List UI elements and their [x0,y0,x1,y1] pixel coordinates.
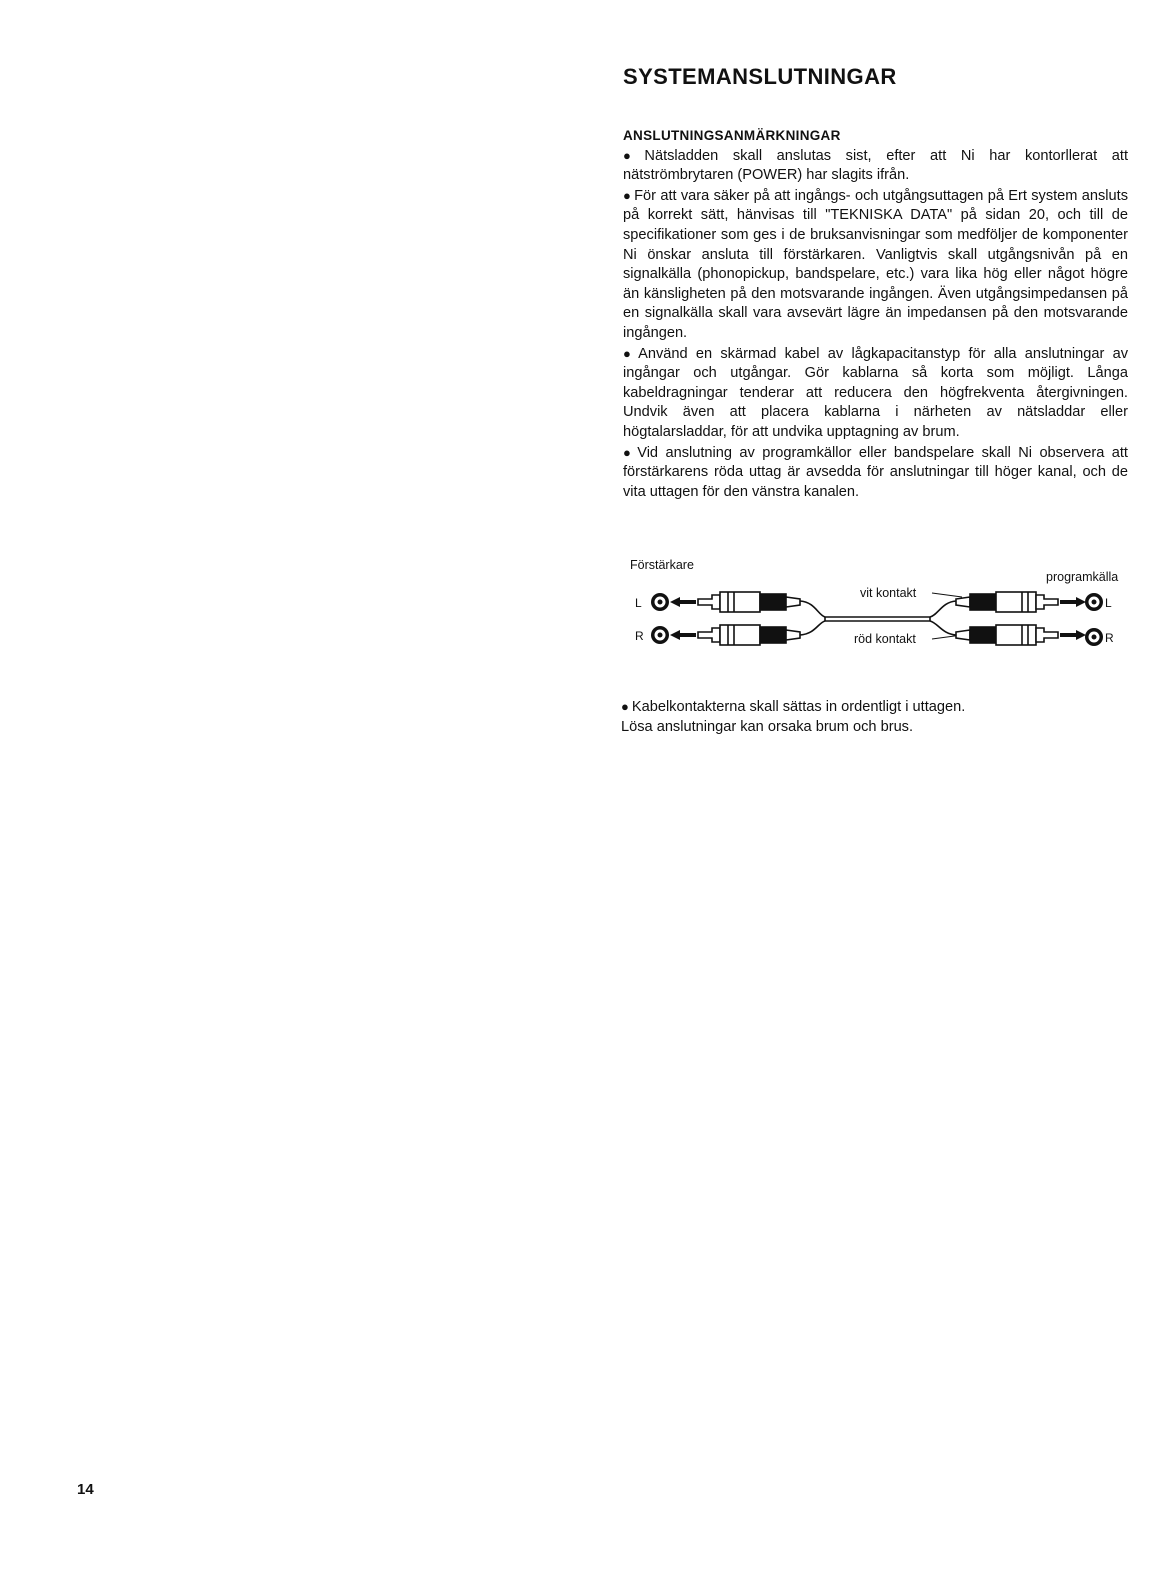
paragraph-cable: ● Använd en skärmad kabel av lågkapacitanstyp för alla anslutningar av ingångar och utgångar. Gör kablarna så korta som möjligt. Långa kabeldragningar tenderar att reducera den högfrekventa återgivningen. Undvik även att placera kablarna i närheten av nätsladdar eller högtalarsladdar, för att undvika upptagning av brum. [623,345,1128,440]
white-plug-leader [932,593,962,597]
source-left-channel-label: L [1105,596,1112,610]
right-channel-label: R [635,629,644,643]
subheading: ANSLUTNINGSANMÄRKNINGAR [623,128,841,143]
page-number: 14 [77,1481,94,1498]
page-title: SYSTEMANSLUTNINGAR [623,64,897,89]
insert-arrow-src-r-icon [1076,630,1086,640]
red-plug-label: röd kontakt [854,632,916,646]
white-plug-label: vit kontakt [860,586,917,600]
left-red-plug-icon [698,625,800,645]
insert-arrow-r-icon [670,630,680,640]
source-socket-l-icon [1085,593,1103,611]
left-channel-label: L [635,596,642,610]
source-socket-r-icon [1085,628,1103,646]
right-red-plug-icon [956,625,1058,645]
arrow-shaft-l [680,600,696,604]
note-line-1: ● Kabelkontakterna skall sättas in ordentligt i uttagen. [621,699,966,715]
bullet-icon: ● [621,699,629,714]
insert-arrow-l-icon [670,597,680,607]
bullet-icon: ● [623,444,635,460]
bullet-icon: ● [623,345,636,361]
left-white-plug-icon [698,592,800,612]
amp-socket-r-icon [651,626,669,644]
rca-cable-illustration [620,555,1140,660]
right-white-plug-icon [956,592,1058,612]
insert-arrow-src-l-icon [1076,597,1086,607]
arrow-shaft-r [680,633,696,637]
paragraph-specs: ● För att vara säker på att ingångs- och utgångsuttagen på Ert system ansluts på korrekt sätt, hänvisas till "TEKNISKA DATA" på sidan 20, och till de specifikationer som ges i de bruksanvisningar som medföljer de komponenter Ni önskar ansluta till förstärkaren. Vanligtvis skall utgångsnivån på en signalkälla (phonopickup, bandspelare, etc.) vara lika hög eller något högre än känsligheten på den motsvarande ingången. Även utgångsimpedansen på en signalkälla skall vara avsevärt lägre än impedansen på den motsvarande ingången. [623,187,1129,341]
bullet-icon: ● [623,147,642,163]
amplifier-label: Förstärkare [630,558,694,572]
arrow-shaft-src-l [1060,600,1076,604]
amp-socket-l-icon [651,593,669,611]
source-label: programkälla [1046,570,1119,584]
arrow-shaft-src-r [1060,633,1076,637]
paragraph-channels: ● Vid anslutning av programkällor eller bandspelare skall Ni observera att förstärkarens röda uttag är avsedda för anslutningar till höger kanal, och de vita uttagen för den vänstra kanalen. [623,444,1128,500]
source-right-channel-label: R [1105,631,1114,645]
bullet-icon: ● [623,187,632,203]
connection-notes [623,126,1128,502]
cable-icon [800,601,956,635]
note-line-2: Lösa anslutningar kan orsaka brum och brus. [621,718,914,735]
plug-note [621,697,1141,737]
paragraph-power: ● Nätsladden skall anslutas sist, efter att Ni har kontorllerat att nätströmbrytaren (POWER) har slagits ifrån. [623,147,1128,184]
cable-connection-diagram [620,555,1140,660]
